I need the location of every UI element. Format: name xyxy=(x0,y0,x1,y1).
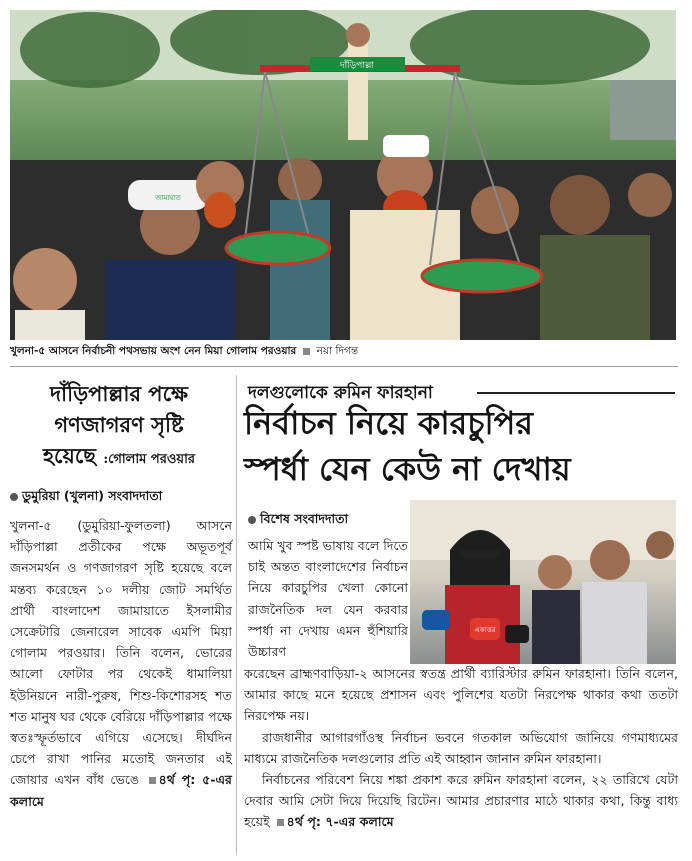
main-headline xyxy=(244,400,674,492)
main-body-para3: নির্বাচনের পরিবেশ নিয়ে শঙ্কা প্রকাশ করে রুমিন ফারহানা বলেন, ২২ তারিখে যেটা দেবার আমি সেটা দিয়ে দিয়েছি রিটেন। আমার প্রচারণার মাঠে থাকার কথা, কিন্তু বাধ্য হয়েই xyxy=(244,772,678,830)
lead-photo-illustration xyxy=(10,10,676,340)
left-headline-line2: গণজাগরণ সৃষ্টি xyxy=(54,412,184,437)
inset-photo xyxy=(410,500,676,664)
main-body-intro-cont: করেছেন ব্রাহ্মণবাড়িয়া-২ আসনের স্বতন্ত্র প্রার্থী ব্যারিস্টার রুমিন ফারহানা। তিনি বলেন, আমার কাছে মনে হয়েছে প্রশাসন এবং পুলিশের যতটা নিরপেক্ষ থাকার কথা ততটা নিরপেক্ষ নয়। xyxy=(244,666,678,724)
scale-banner-text: দাঁড়িপাল্লা xyxy=(339,61,375,71)
left-headline-byline: :গোলাম পরওয়ার xyxy=(103,452,195,467)
main-story-body xyxy=(244,663,678,833)
inset-photo-illustration xyxy=(410,500,676,664)
column-divider xyxy=(236,375,237,855)
continued-square-icon xyxy=(149,777,156,784)
main-body-para2: রাজধানীর আগারগাঁওস্থ নির্বাচন ভবনে গতকাল অভিযোগ জানিয়ে গণমাধ্যমের মাধ্যমে রাজনৈতিক দলগুলোর প্রতি এই আহ্বান জানান রুমিন ফারহানা। xyxy=(244,729,678,766)
left-dateline-text: ডুমুরিয়া (খুলনা) সংবাদদাতা xyxy=(22,488,163,503)
main-story-body-intro xyxy=(248,535,408,662)
left-headline-line3: হয়েছে xyxy=(42,443,96,468)
main-headline-line2: স্পর্ধা যেন কেউ না দেখায় xyxy=(244,450,571,488)
left-continued: ৪র্থ পৃ: ৫-এর কলামে xyxy=(10,772,232,809)
inset-mic-text: একাত্তর xyxy=(474,626,496,634)
caption-source: নয়া দিগন্ত xyxy=(316,345,359,357)
main-dateline xyxy=(248,511,348,531)
bullet-icon xyxy=(10,493,18,501)
left-headline xyxy=(10,378,228,475)
left-dateline xyxy=(10,488,162,508)
kicker-rule xyxy=(477,392,675,394)
main-continued: ৪র্থ পৃ: ৭-এর কলামে xyxy=(286,814,394,830)
main-dateline-text: বিশেষ সংবাদদাতা xyxy=(260,511,349,526)
caption-text: খুলনা-৫ আসনে নির্বাচনী পথসভায় অংশ নেন মিয়া গোলাম পরওয়ার xyxy=(10,345,297,357)
main-headline-line1: নির্বাচন নিয়ে কারচুপির xyxy=(244,404,533,442)
continued-square-icon xyxy=(277,819,284,826)
left-body-text: খুলনা-৫ (ডুমুরিয়া-ফুলতলা) আসনে দাঁড়িপাল্লা প্রতীকের পক্ষে অভূতপূর্ব জনসমর্থন ও গণজাগরণ সৃষ্টি হয়েছে বলে মন্তব্য করেছেন ১০ দলীয় জোট সমর্থিত প্রার্থী বাংলাদেশ জামায়াতে ইসলামীর সেক্রেটারি জেনারেল সাবেক এমপি মিয়া গোলাম পরওয়ার। তিনি বলেন, ভোরের আলো ফোটার পর থেকেই ধামালিয়া ইউনিয়নে নারী-পুরুষ, শিশু-কিশোরসহ শত শত মানুষ ঘর থেকে বেরিয়ে দাঁড়িপাল্লার পক্ষে স্বতঃস্ফূর্তভাবে এগিয়ে এসেছে। দীর্ঘদিন চেপে রাখা পানির মতোই জনতার এই জোয়ার এখন বাঁধ ভেঙে xyxy=(10,518,232,788)
caption-square-icon xyxy=(303,348,310,355)
main-kicker: দলগুলোকে রুমিন ফারহানা xyxy=(248,383,433,403)
main-body-intro: আমি খুব স্পষ্ট ভাষায় বলে দিতে চাই অন্তত বাংলাদেশের নির্বাচন নিয়ে কারচুপির খেলা কোনো রাজনৈতিক দল যেন করবার স্পর্ধা না দেখায় এমন হুঁশিয়ারি উচ্চারণ xyxy=(248,538,408,660)
bullet-icon xyxy=(248,516,256,524)
caption-divider xyxy=(10,366,678,367)
cap-logo-text: জামায়াত xyxy=(155,194,181,202)
lead-photo xyxy=(10,10,676,340)
left-headline-line1: দাঁড়িপাল্লার পক্ষে xyxy=(49,381,189,406)
photo-caption xyxy=(10,344,686,361)
left-story-body xyxy=(10,515,232,812)
